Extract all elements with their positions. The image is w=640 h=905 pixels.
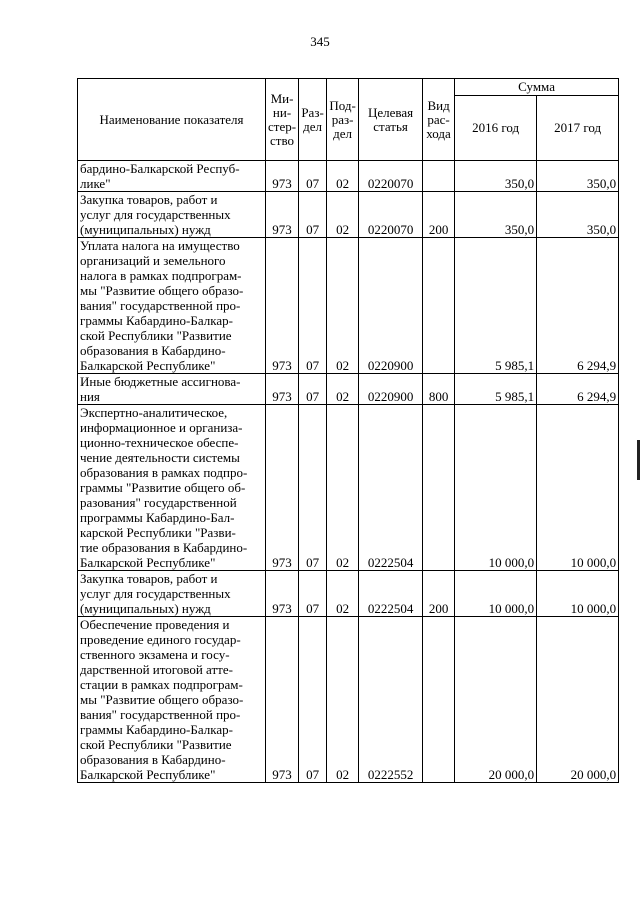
table-row: [78, 374, 619, 405]
row-ministry: 973: [266, 571, 299, 617]
row-name: Закупка товаров, работ и услуг для государственных (муниципальных) нужд: [78, 192, 266, 238]
row-sum-2017: 6 294,9: [537, 374, 619, 405]
row-section: 07: [299, 571, 327, 617]
row-ministry: 973: [266, 405, 299, 571]
row-target: 0222504: [359, 571, 423, 617]
row-sum-2016: 350,0: [455, 192, 537, 238]
row-subsection: 02: [327, 161, 359, 192]
row-sum-2016: 10 000,0: [455, 571, 537, 617]
row-section: 07: [299, 161, 327, 192]
table-row: [78, 405, 619, 571]
row-name: Уплата налога на имущество организаций и земельного налога в рамках подпрограм- мы "Развитие общего образо- вания" государственной про- граммы Кабардино-Балкар- ской Республики "Развитие образования в Кабардино- Балкарской Республике": [78, 238, 266, 374]
row-name: Закупка товаров, работ и услуг для государственных (муниципальных) нужд: [78, 571, 266, 617]
row-expense-type: 200: [423, 192, 455, 238]
row-expense-type: 800: [423, 374, 455, 405]
row-target: 0222504: [359, 405, 423, 571]
row-subsection: 02: [327, 617, 359, 783]
row-sum-2017: 10 000,0: [537, 405, 619, 571]
col-header-expense-type: Вид рас- хода: [423, 79, 455, 161]
row-sum-2017: 20 000,0: [537, 617, 619, 783]
row-subsection: 02: [327, 192, 359, 238]
table-row: [78, 238, 619, 374]
col-header-2017: 2017 год: [537, 96, 619, 161]
col-header-ministry: Ми- ни- стер- ство: [266, 79, 299, 161]
row-expense-type: [423, 617, 455, 783]
col-header-name: Наименование показателя: [78, 79, 266, 161]
row-sum-2016: 350,0: [455, 161, 537, 192]
row-expense-type: [423, 238, 455, 374]
row-name: Экспертно-аналитическое, информационное и организа- ционно-техническое обеспе- чение деятельности системы образования в рамках подпро- граммы "Развитие общего об- разования" государственной программы Кабардино-Бал- карской Республики "Разви- тие образования в Кабардино- Балкарской Республике": [78, 405, 266, 571]
row-expense-type: [423, 161, 455, 192]
row-section: 07: [299, 617, 327, 783]
row-sum-2016: 5 985,1: [455, 374, 537, 405]
row-sum-2016: 20 000,0: [455, 617, 537, 783]
row-target: 0220070: [359, 161, 423, 192]
header-row: [78, 79, 619, 96]
row-section: 07: [299, 192, 327, 238]
col-header-2016: 2016 год: [455, 96, 537, 161]
row-sum-2017: 6 294,9: [537, 238, 619, 374]
row-ministry: 973: [266, 374, 299, 405]
table-row: [78, 192, 619, 238]
row-expense-type: 200: [423, 571, 455, 617]
row-subsection: 02: [327, 238, 359, 374]
row-name: бардино-Балкарской Респуб- лике": [78, 161, 266, 192]
col-header-target: Целевая статья: [359, 79, 423, 161]
row-sum-2017: 350,0: [537, 161, 619, 192]
row-subsection: 02: [327, 374, 359, 405]
col-header-section: Раз- дел: [299, 79, 327, 161]
row-ministry: 973: [266, 617, 299, 783]
col-header-subsection: Под- раз- дел: [327, 79, 359, 161]
table-row: [78, 571, 619, 617]
budget-table: [77, 78, 619, 783]
row-target: 0220900: [359, 238, 423, 374]
row-name: Иные бюджетные ассигнова- ния: [78, 374, 266, 405]
row-ministry: 973: [266, 238, 299, 374]
row-sum-2017: 350,0: [537, 192, 619, 238]
row-section: 07: [299, 405, 327, 571]
row-target: 0220900: [359, 374, 423, 405]
col-header-sum: Сумма: [455, 79, 619, 96]
row-expense-type: [423, 405, 455, 571]
row-name: Обеспечение проведения и проведение единого государ- ственного экзамена и госу- дарственной итоговой атте- стации в рамках подпрограм- мы "Развитие общего образо- вания" государственной про- граммы Кабардино-Балкар- ской Республики "Развитие образования в Кабардино- Балкарской Республике": [78, 617, 266, 783]
row-sum-2017: 10 000,0: [537, 571, 619, 617]
row-ministry: 973: [266, 161, 299, 192]
row-target: 0222552: [359, 617, 423, 783]
table-row: [78, 617, 619, 783]
table-row: [78, 161, 619, 192]
page-number: 345: [310, 34, 330, 49]
row-sum-2016: 10 000,0: [455, 405, 537, 571]
row-ministry: 973: [266, 192, 299, 238]
row-subsection: 02: [327, 405, 359, 571]
row-section: 07: [299, 238, 327, 374]
row-sum-2016: 5 985,1: [455, 238, 537, 374]
row-subsection: 02: [327, 571, 359, 617]
row-target: 0220070: [359, 192, 423, 238]
row-section: 07: [299, 374, 327, 405]
